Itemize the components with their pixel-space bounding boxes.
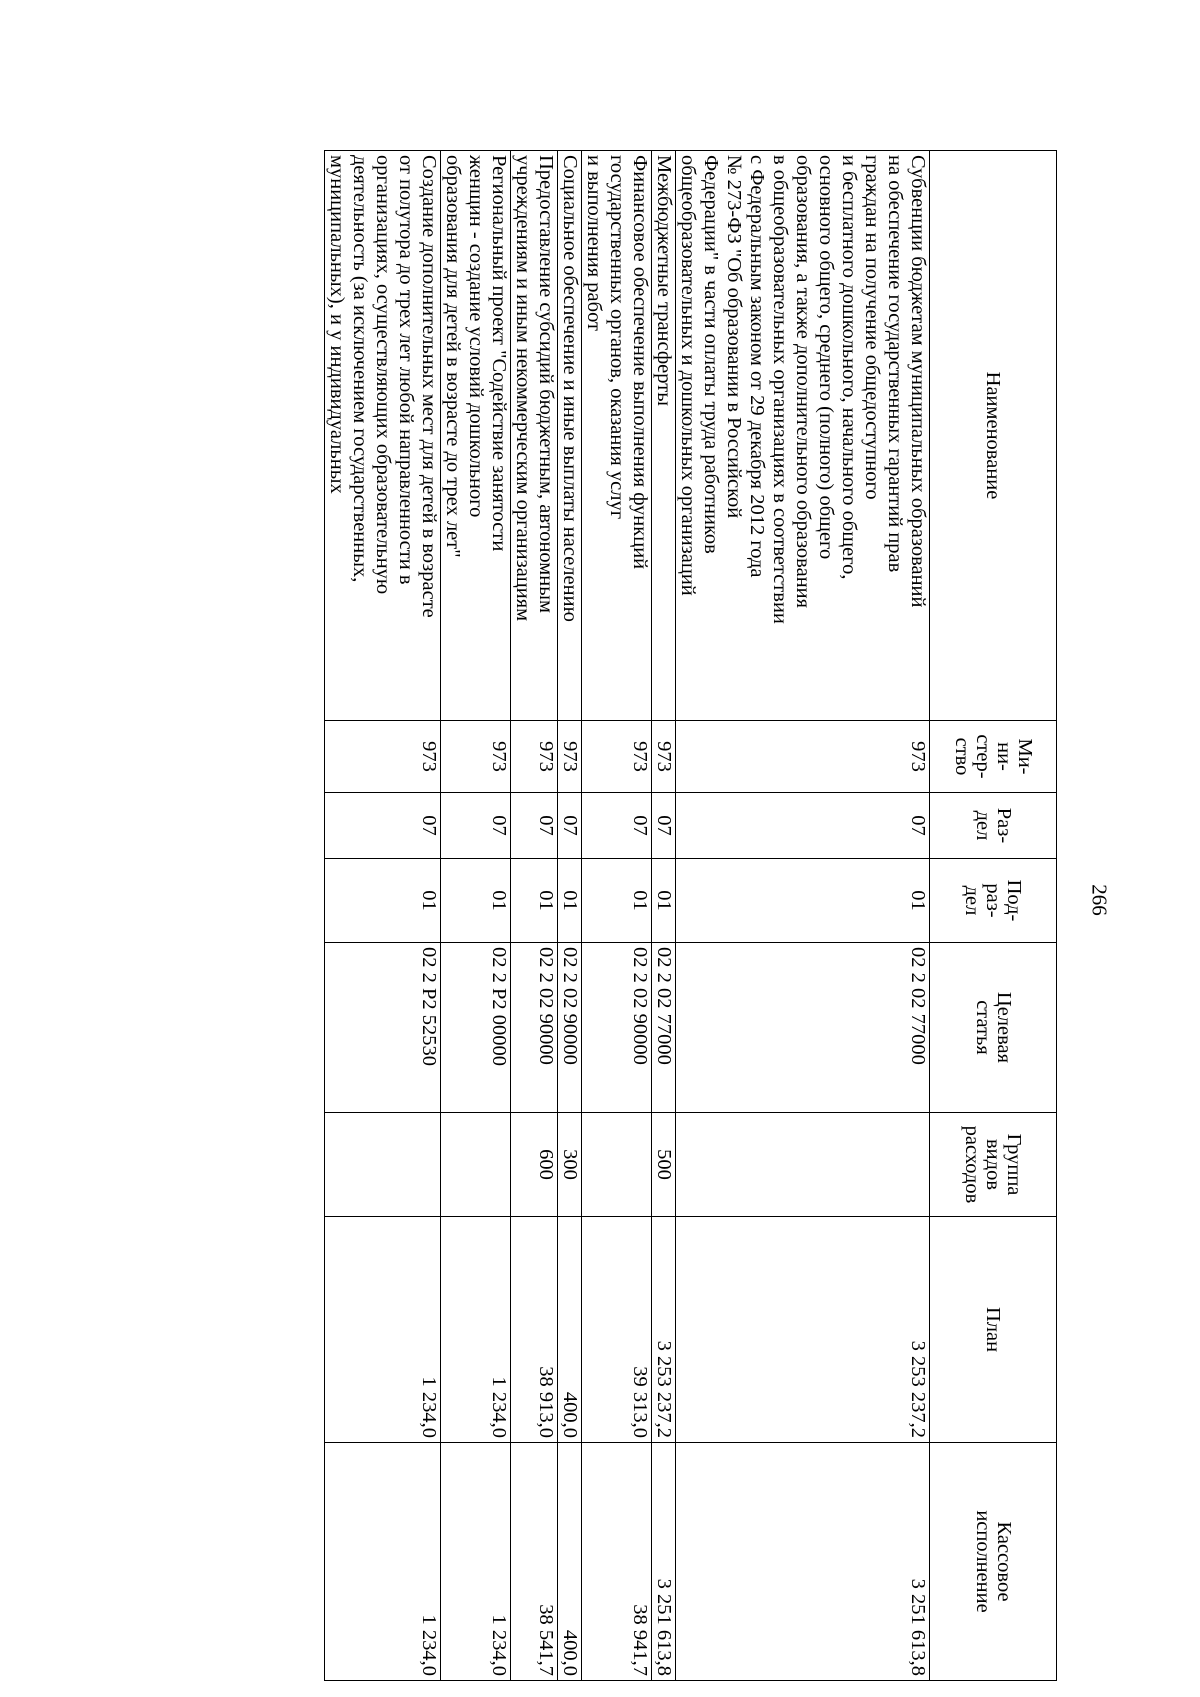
- cell-name: [582, 151, 652, 721]
- cell-ministry: 973: [558, 721, 582, 793]
- header-section-line: дел: [972, 810, 994, 841]
- cell-target: 02 2 02 90000: [558, 943, 582, 1113]
- name-line: на обеспечение государственных гарантий прав: [884, 155, 906, 573]
- header-subsection-line: раз-: [982, 883, 1005, 918]
- name-line: № 273-ФЗ "Об образовании в Российской: [723, 155, 745, 519]
- header-target-line: статья: [972, 1000, 994, 1055]
- name-line: Социальное обеспечение и иные выплаты населению: [559, 155, 581, 622]
- name-line: граждан на получение общедоступного: [861, 155, 883, 500]
- table-row: [441, 151, 511, 1681]
- header-name-text: Наименование: [982, 371, 1005, 500]
- name-line: Федерации" в части оплаты труда работников: [700, 155, 722, 554]
- cell-target: 02 2 02 90000: [582, 943, 652, 1113]
- cell-section: 07: [582, 793, 652, 859]
- cell-target: 02 2 P2 00000: [441, 943, 511, 1113]
- cell-ministry: 973: [441, 721, 511, 793]
- cell-name: [558, 151, 582, 721]
- cell-target: 02 2 02 77000: [652, 943, 676, 1113]
- cell-execution: 38 541,7: [511, 1443, 558, 1681]
- cell-execution: 3 251 613,8: [652, 1443, 676, 1681]
- name-line: образования, а также дополнительного образования: [792, 155, 814, 609]
- table-row: [511, 151, 558, 1681]
- header-target: [930, 943, 1057, 1113]
- cell-name: [511, 151, 558, 721]
- name-line: от полутора до трех лет любой направленности в: [395, 155, 417, 585]
- cell-subsection: 01: [511, 859, 558, 943]
- cell-target: 02 2 02 77000: [676, 943, 930, 1113]
- cell-plan: 1 234,0: [325, 1217, 441, 1443]
- cell-group: [441, 1113, 511, 1217]
- cell-plan: 1 234,0: [441, 1217, 511, 1443]
- table-row: [325, 151, 441, 1681]
- header-ministry-line: Ми-: [1014, 738, 1036, 775]
- cell-ministry: 973: [652, 721, 676, 793]
- table-row: [652, 151, 676, 1681]
- name-line: женщин - создание условий дошкольного: [465, 155, 487, 518]
- name-line: Региональный проект "Содействие занятости: [488, 155, 510, 552]
- cell-execution: 1 234,0: [441, 1443, 511, 1681]
- cell-group: 600: [511, 1113, 558, 1217]
- name-line: учреждениям и иным некоммерческим организациям: [512, 155, 534, 622]
- cell-execution: 1 234,0: [325, 1443, 441, 1681]
- cell-execution: 400,0: [558, 1443, 582, 1681]
- cell-plan: 3 253 237,2: [676, 1217, 930, 1443]
- cell-group: 300: [558, 1113, 582, 1217]
- cell-section: 07: [441, 793, 511, 859]
- cell-subsection: 01: [652, 859, 676, 943]
- header-ministry: [930, 721, 1057, 793]
- cell-name: [441, 151, 511, 721]
- header-subsection-line: дел: [961, 885, 984, 916]
- name-line: и выполнения работ: [583, 155, 605, 332]
- header-section: [930, 793, 1057, 859]
- header-plan-text: План: [982, 1306, 1005, 1353]
- cell-group: [676, 1113, 930, 1217]
- cell-subsection: 01: [325, 859, 441, 943]
- header-execution: [930, 1443, 1057, 1681]
- cell-target: 02 2 02 90000: [511, 943, 558, 1113]
- cell-execution: 3 251 613,8: [676, 1443, 930, 1681]
- cell-group: [325, 1113, 441, 1217]
- cell-section: 07: [325, 793, 441, 859]
- cell-name: [652, 151, 676, 721]
- header-subsection-line: Под-: [1003, 879, 1026, 922]
- header-group-line: видов: [982, 1138, 1005, 1190]
- cell-ministry: 973: [511, 721, 558, 793]
- table-header-row: [930, 151, 1057, 1681]
- table-row: [582, 151, 652, 1681]
- header-subsection: [930, 859, 1057, 943]
- cell-name: [325, 151, 441, 721]
- cell-subsection: 01: [582, 859, 652, 943]
- table-row: [558, 151, 582, 1681]
- cell-plan: 400,0: [558, 1217, 582, 1443]
- header-execution-line: исполнение: [972, 1510, 994, 1613]
- name-line: Субвенции бюджетам муниципальных образований: [907, 155, 929, 608]
- name-line: с Федеральным законом от 29 декабря 2012 года: [746, 155, 768, 578]
- cell-plan: 39 313,0: [582, 1217, 652, 1443]
- header-ministry-line: стер-: [972, 734, 994, 779]
- cell-subsection: 01: [441, 859, 511, 943]
- cell-target: 02 2 P2 52530: [325, 943, 441, 1113]
- budget-table: [324, 150, 1057, 1681]
- name-line: и бесплатного дошкольного, начального общего,: [838, 155, 860, 580]
- name-line: образования для детей в возрасте до трех лет": [442, 155, 464, 558]
- header-ministry-line: ни-: [993, 742, 1015, 771]
- cell-section: 07: [652, 793, 676, 859]
- name-line: Финансовое обеспечение выполнения функций: [629, 155, 651, 570]
- header-plan: [930, 1217, 1057, 1443]
- name-line: организациях, осуществляющих образовательную: [372, 155, 394, 595]
- header-ministry-line: ство: [951, 737, 973, 776]
- name-line: деятельность (за исключением государственных,: [349, 155, 371, 583]
- name-line: государственных органов, оказания услуг: [606, 155, 628, 520]
- cell-section: 07: [558, 793, 582, 859]
- cell-name: [676, 151, 930, 721]
- name-line: муниципальных), и у индивидуальных: [326, 155, 348, 494]
- page-number: 266: [1087, 884, 1112, 916]
- cell-execution: 38 941,7: [582, 1443, 652, 1681]
- cell-plan: 3 253 237,2: [652, 1217, 676, 1443]
- header-section-line: Раз-: [993, 807, 1015, 844]
- name-line: общеобразовательных и дошкольных организаций: [677, 155, 699, 596]
- header-group-line: расходов: [961, 1125, 984, 1204]
- cell-group: [582, 1113, 652, 1217]
- cell-subsection: 01: [676, 859, 930, 943]
- header-target-line: Целевая: [993, 991, 1015, 1064]
- name-line: Предоставление субсидий бюджетным, автономным: [535, 155, 557, 613]
- cell-ministry: 973: [676, 721, 930, 793]
- table-row: [676, 151, 930, 1681]
- name-line: основного общего, среднего (полного) общего: [815, 155, 837, 560]
- header-name: [930, 151, 1057, 721]
- cell-section: 07: [511, 793, 558, 859]
- name-line: Межбюджетные трансферты: [653, 155, 675, 406]
- name-line: в общеобразовательных организациях в соответствии: [769, 155, 791, 624]
- cell-subsection: 01: [558, 859, 582, 943]
- cell-group: 500: [652, 1113, 676, 1217]
- cell-ministry: 973: [325, 721, 441, 793]
- cell-section: 07: [676, 793, 930, 859]
- name-line: Создание дополнительных мест для детей в возрасте: [418, 155, 440, 618]
- header-group-line: Группа: [1003, 1133, 1026, 1196]
- cell-plan: 38 913,0: [511, 1217, 558, 1443]
- header-execution-line: Кассовое: [993, 1521, 1015, 1602]
- header-group: [930, 1113, 1057, 1217]
- rotated-table-container: [187, 150, 1057, 1680]
- cell-ministry: 973: [582, 721, 652, 793]
